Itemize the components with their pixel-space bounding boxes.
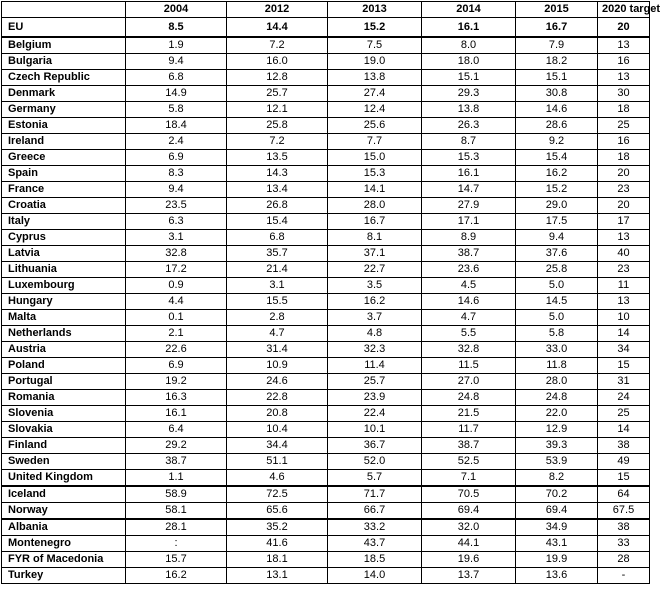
table-row	[2, 278, 650, 294]
value-cell: 18.1	[227, 552, 328, 568]
header-row	[2, 2, 650, 18]
table-row	[2, 294, 650, 310]
country-name: Cyprus	[2, 230, 126, 246]
value-cell: 15.4	[516, 150, 598, 166]
country-name: Malta	[2, 310, 126, 326]
target-cell: 64	[598, 486, 650, 503]
value-cell: 8.5	[126, 18, 227, 38]
value-cell: 10.9	[227, 358, 328, 374]
table-row	[2, 470, 650, 487]
value-cell: 29.2	[126, 438, 227, 454]
value-cell: 15.4	[227, 214, 328, 230]
value-cell: 15.5	[227, 294, 328, 310]
table-row	[2, 118, 650, 134]
target-cell: 10	[598, 310, 650, 326]
value-cell: 6.3	[126, 214, 227, 230]
value-cell: 38.7	[126, 454, 227, 470]
table-row	[2, 310, 650, 326]
value-cell: 33.0	[516, 342, 598, 358]
table-row	[2, 342, 650, 358]
target-cell: 13	[598, 230, 650, 246]
target-cell: 24	[598, 390, 650, 406]
value-cell: 29.0	[516, 198, 598, 214]
value-cell: 70.2	[516, 486, 598, 503]
value-cell: 10.1	[328, 422, 422, 438]
value-cell: 44.1	[422, 536, 516, 552]
value-cell: 26.8	[227, 198, 328, 214]
target-cell: 67.5	[598, 503, 650, 520]
value-cell: 2.4	[126, 134, 227, 150]
value-cell: 3.5	[328, 278, 422, 294]
table-row	[2, 406, 650, 422]
country-name: Bulgaria	[2, 54, 126, 70]
value-cell: 15.3	[422, 150, 516, 166]
table-row	[2, 198, 650, 214]
target-cell: -	[598, 568, 650, 584]
value-cell: 4.6	[227, 470, 328, 487]
value-cell: 15.2	[328, 18, 422, 38]
value-cell: :	[126, 536, 227, 552]
value-cell: 8.1	[328, 230, 422, 246]
value-cell: 14.7	[422, 182, 516, 198]
value-cell: 0.9	[126, 278, 227, 294]
value-cell: 25.8	[227, 118, 328, 134]
value-cell: 35.2	[227, 519, 328, 536]
value-cell: 3.1	[227, 278, 328, 294]
value-cell: 14.1	[328, 182, 422, 198]
country-name: Portugal	[2, 374, 126, 390]
value-cell: 8.3	[126, 166, 227, 182]
table-row	[2, 326, 650, 342]
target-cell: 18	[598, 102, 650, 118]
target-cell: 30	[598, 86, 650, 102]
country-name: Poland	[2, 358, 126, 374]
table-row	[2, 438, 650, 454]
value-cell: 3.1	[126, 230, 227, 246]
target-cell: 38	[598, 519, 650, 536]
value-cell: 14.6	[422, 294, 516, 310]
value-cell: 65.6	[227, 503, 328, 520]
value-cell: 25.7	[328, 374, 422, 390]
value-cell: 22.0	[516, 406, 598, 422]
value-cell: 16.2	[328, 294, 422, 310]
country-name: Germany	[2, 102, 126, 118]
table-row	[2, 70, 650, 86]
value-cell: 14.5	[516, 294, 598, 310]
header-country	[2, 2, 126, 18]
target-cell: 16	[598, 54, 650, 70]
country-name: Norway	[2, 503, 126, 520]
country-name: Montenegro	[2, 536, 126, 552]
value-cell: 16.1	[422, 18, 516, 38]
value-cell: 35.7	[227, 246, 328, 262]
value-cell: 38.7	[422, 246, 516, 262]
value-cell: 8.2	[516, 470, 598, 487]
value-cell: 1.9	[126, 37, 227, 54]
target-cell: 16	[598, 134, 650, 150]
country-name: Denmark	[2, 86, 126, 102]
header-col-2: 2012	[227, 2, 328, 18]
value-cell: 69.4	[516, 503, 598, 520]
value-cell: 16.2	[126, 568, 227, 584]
target-cell: 20	[598, 198, 650, 214]
table-row	[2, 102, 650, 118]
value-cell: 15.3	[328, 166, 422, 182]
value-cell: 22.8	[227, 390, 328, 406]
value-cell: 43.1	[516, 536, 598, 552]
target-cell: 40	[598, 246, 650, 262]
target-cell: 15	[598, 358, 650, 374]
country-name: Estonia	[2, 118, 126, 134]
value-cell: 52.0	[328, 454, 422, 470]
country-name: Belgium	[2, 37, 126, 54]
value-cell: 14.3	[227, 166, 328, 182]
table-row	[2, 18, 650, 38]
value-cell: 32.8	[422, 342, 516, 358]
table-row	[2, 552, 650, 568]
value-cell: 9.4	[516, 230, 598, 246]
target-cell: 38	[598, 438, 650, 454]
value-cell: 17.1	[422, 214, 516, 230]
value-cell: 58.1	[126, 503, 227, 520]
value-cell: 16.0	[227, 54, 328, 70]
country-name: Iceland	[2, 486, 126, 503]
value-cell: 0.1	[126, 310, 227, 326]
value-cell: 9.2	[516, 134, 598, 150]
target-cell: 34	[598, 342, 650, 358]
header-col-3: 2013	[328, 2, 422, 18]
value-cell: 37.1	[328, 246, 422, 262]
value-cell: 5.0	[516, 310, 598, 326]
country-name: Croatia	[2, 198, 126, 214]
target-cell: 25	[598, 118, 650, 134]
value-cell: 71.7	[328, 486, 422, 503]
value-cell: 37.6	[516, 246, 598, 262]
value-cell: 36.7	[328, 438, 422, 454]
value-cell: 19.6	[422, 552, 516, 568]
value-cell: 6.8	[227, 230, 328, 246]
table-row	[2, 358, 650, 374]
country-name: Spain	[2, 166, 126, 182]
value-cell: 13.4	[227, 182, 328, 198]
value-cell: 53.9	[516, 454, 598, 470]
value-cell: 28.1	[126, 519, 227, 536]
value-cell: 5.7	[328, 470, 422, 487]
target-cell: 14	[598, 326, 650, 342]
target-cell: 15	[598, 470, 650, 487]
table-row	[2, 134, 650, 150]
value-cell: 19.0	[328, 54, 422, 70]
value-cell: 18.5	[328, 552, 422, 568]
table-row	[2, 54, 650, 70]
value-cell: 7.5	[328, 37, 422, 54]
value-cell: 28.0	[516, 374, 598, 390]
table-row	[2, 182, 650, 198]
target-cell: 28	[598, 552, 650, 568]
value-cell: 38.7	[422, 438, 516, 454]
value-cell: 13.8	[328, 70, 422, 86]
value-cell: 28.6	[516, 118, 598, 134]
target-cell: 33	[598, 536, 650, 552]
value-cell: 32.0	[422, 519, 516, 536]
value-cell: 16.3	[126, 390, 227, 406]
table-row	[2, 390, 650, 406]
table-row	[2, 166, 650, 182]
value-cell: 13.5	[227, 150, 328, 166]
value-cell: 12.4	[328, 102, 422, 118]
value-cell: 4.7	[227, 326, 328, 342]
table-row	[2, 262, 650, 278]
value-cell: 14.4	[227, 18, 328, 38]
table-body	[2, 18, 650, 584]
value-cell: 7.2	[227, 134, 328, 150]
table-row	[2, 86, 650, 102]
target-cell: 13	[598, 70, 650, 86]
target-cell: 17	[598, 214, 650, 230]
value-cell: 4.7	[422, 310, 516, 326]
value-cell: 11.4	[328, 358, 422, 374]
value-cell: 25.7	[227, 86, 328, 102]
value-cell: 16.1	[422, 166, 516, 182]
value-cell: 51.1	[227, 454, 328, 470]
target-cell: 13	[598, 294, 650, 310]
value-cell: 7.9	[516, 37, 598, 54]
country-name: Latvia	[2, 246, 126, 262]
value-cell: 18.2	[516, 54, 598, 70]
target-cell: 20	[598, 18, 650, 38]
country-name: EU	[2, 18, 126, 38]
header-col-5: 2015	[516, 2, 598, 18]
target-cell: 18	[598, 150, 650, 166]
value-cell: 15.1	[516, 70, 598, 86]
value-cell: 13.8	[422, 102, 516, 118]
value-cell: 72.5	[227, 486, 328, 503]
value-cell: 23.9	[328, 390, 422, 406]
value-cell: 4.4	[126, 294, 227, 310]
table-row	[2, 536, 650, 552]
value-cell: 13.7	[422, 568, 516, 584]
table-row	[2, 246, 650, 262]
country-name: Hungary	[2, 294, 126, 310]
country-name: United Kingdom	[2, 470, 126, 487]
value-cell: 30.8	[516, 86, 598, 102]
target-cell: 31	[598, 374, 650, 390]
country-name: Greece	[2, 150, 126, 166]
value-cell: 12.8	[227, 70, 328, 86]
value-cell: 9.4	[126, 182, 227, 198]
value-cell: 5.8	[516, 326, 598, 342]
target-cell: 49	[598, 454, 650, 470]
value-cell: 27.4	[328, 86, 422, 102]
value-cell: 9.4	[126, 54, 227, 70]
country-name: Lithuania	[2, 262, 126, 278]
value-cell: 8.7	[422, 134, 516, 150]
value-cell: 5.8	[126, 102, 227, 118]
country-name: Albania	[2, 519, 126, 536]
table-row	[2, 568, 650, 584]
target-cell: 23	[598, 262, 650, 278]
table-row	[2, 454, 650, 470]
table-row	[2, 486, 650, 503]
table-row	[2, 519, 650, 536]
value-cell: 7.1	[422, 470, 516, 487]
value-cell: 6.9	[126, 358, 227, 374]
value-cell: 8.9	[422, 230, 516, 246]
value-cell: 15.1	[422, 70, 516, 86]
value-cell: 19.9	[516, 552, 598, 568]
country-name: France	[2, 182, 126, 198]
value-cell: 17.5	[516, 214, 598, 230]
value-cell: 7.7	[328, 134, 422, 150]
value-cell: 20.8	[227, 406, 328, 422]
table-row	[2, 422, 650, 438]
value-cell: 10.4	[227, 422, 328, 438]
country-name: Romania	[2, 390, 126, 406]
country-name: Slovakia	[2, 422, 126, 438]
value-cell: 58.9	[126, 486, 227, 503]
value-cell: 25.8	[516, 262, 598, 278]
header-col-4: 2014	[422, 2, 516, 18]
value-cell: 16.1	[126, 406, 227, 422]
value-cell: 12.1	[227, 102, 328, 118]
value-cell: 6.4	[126, 422, 227, 438]
target-cell: 14	[598, 422, 650, 438]
value-cell: 15.0	[328, 150, 422, 166]
value-cell: 5.0	[516, 278, 598, 294]
value-cell: 34.4	[227, 438, 328, 454]
value-cell: 14.9	[126, 86, 227, 102]
value-cell: 27.9	[422, 198, 516, 214]
target-cell: 23	[598, 182, 650, 198]
table-row	[2, 374, 650, 390]
value-cell: 22.4	[328, 406, 422, 422]
value-cell: 24.8	[422, 390, 516, 406]
value-cell: 22.6	[126, 342, 227, 358]
value-cell: 28.0	[328, 198, 422, 214]
country-name: FYR of Macedonia	[2, 552, 126, 568]
value-cell: 29.3	[422, 86, 516, 102]
table-row	[2, 503, 650, 520]
table-row	[2, 37, 650, 54]
table-row	[2, 230, 650, 246]
value-cell: 23.5	[126, 198, 227, 214]
value-cell: 6.9	[126, 150, 227, 166]
value-cell: 32.3	[328, 342, 422, 358]
value-cell: 3.7	[328, 310, 422, 326]
value-cell: 13.1	[227, 568, 328, 584]
value-cell: 52.5	[422, 454, 516, 470]
value-cell: 33.2	[328, 519, 422, 536]
value-cell: 2.8	[227, 310, 328, 326]
value-cell: 43.7	[328, 536, 422, 552]
target-cell: 25	[598, 406, 650, 422]
target-cell: 20	[598, 166, 650, 182]
value-cell: 6.8	[126, 70, 227, 86]
country-name: Netherlands	[2, 326, 126, 342]
value-cell: 41.6	[227, 536, 328, 552]
value-cell: 15.7	[126, 552, 227, 568]
value-cell: 24.8	[516, 390, 598, 406]
value-cell: 5.5	[422, 326, 516, 342]
value-cell: 24.6	[227, 374, 328, 390]
country-name: Luxembourg	[2, 278, 126, 294]
target-cell: 11	[598, 278, 650, 294]
header-col-1: 2004	[126, 2, 227, 18]
value-cell: 14.6	[516, 102, 598, 118]
value-cell: 27.0	[422, 374, 516, 390]
country-name: Ireland	[2, 134, 126, 150]
table-row	[2, 150, 650, 166]
value-cell: 18.0	[422, 54, 516, 70]
country-name: Turkey	[2, 568, 126, 584]
country-name: Slovenia	[2, 406, 126, 422]
value-cell: 11.7	[422, 422, 516, 438]
value-cell: 39.3	[516, 438, 598, 454]
value-cell: 25.6	[328, 118, 422, 134]
value-cell: 18.4	[126, 118, 227, 134]
target-cell: 13	[598, 37, 650, 54]
value-cell: 17.2	[126, 262, 227, 278]
value-cell: 69.4	[422, 503, 516, 520]
value-cell: 11.8	[516, 358, 598, 374]
value-cell: 21.5	[422, 406, 516, 422]
value-cell: 8.0	[422, 37, 516, 54]
header-col-6: 2020 target	[598, 2, 650, 18]
value-cell: 66.7	[328, 503, 422, 520]
country-name: Czech Republic	[2, 70, 126, 86]
value-cell: 4.8	[328, 326, 422, 342]
country-name: Sweden	[2, 454, 126, 470]
country-name: Finland	[2, 438, 126, 454]
value-cell: 22.7	[328, 262, 422, 278]
table-row	[2, 214, 650, 230]
country-name: Italy	[2, 214, 126, 230]
value-cell: 4.5	[422, 278, 516, 294]
value-cell: 23.6	[422, 262, 516, 278]
value-cell: 21.4	[227, 262, 328, 278]
value-cell: 11.5	[422, 358, 516, 374]
value-cell: 26.3	[422, 118, 516, 134]
value-cell: 12.9	[516, 422, 598, 438]
value-cell: 16.2	[516, 166, 598, 182]
value-cell: 31.4	[227, 342, 328, 358]
country-name: Austria	[2, 342, 126, 358]
value-cell: 15.2	[516, 182, 598, 198]
value-cell: 16.7	[328, 214, 422, 230]
value-cell: 70.5	[422, 486, 516, 503]
value-cell: 7.2	[227, 37, 328, 54]
value-cell: 19.2	[126, 374, 227, 390]
value-cell: 2.1	[126, 326, 227, 342]
value-cell: 32.8	[126, 246, 227, 262]
value-cell: 14.0	[328, 568, 422, 584]
value-cell: 34.9	[516, 519, 598, 536]
value-cell: 13.6	[516, 568, 598, 584]
renewable-energy-share-table	[1, 1, 660, 584]
value-cell: 1.1	[126, 470, 227, 487]
value-cell: 16.7	[516, 18, 598, 38]
